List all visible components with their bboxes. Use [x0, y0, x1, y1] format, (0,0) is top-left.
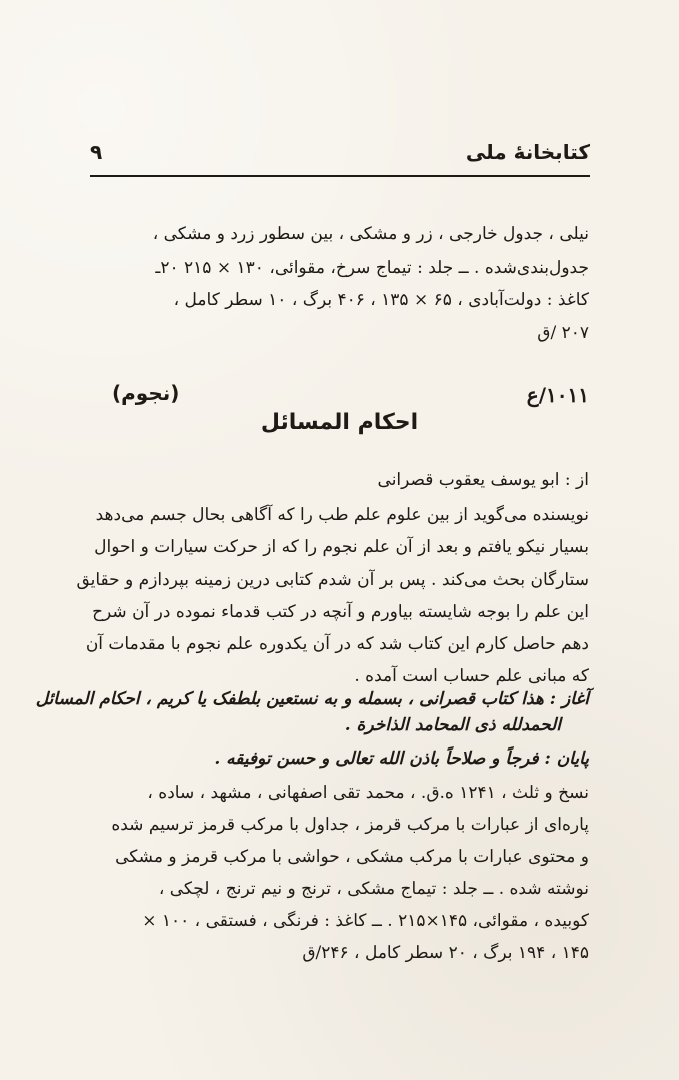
header-divider: [90, 175, 590, 177]
author-line: از : ابو یوسف یعقوب قصرانی: [377, 470, 589, 490]
colophon-line-1: نسخ و ثلث ، ۱۲۴۱ ه.ق. ، محمد تقی اصفهانی ، مشهد ، ساده ،: [147, 783, 589, 803]
description-line-1: نویسنده می‌گوید از بین علوم علم طب را که آگاهی بحال جسم می‌دهد: [95, 505, 589, 525]
entry-title: احکام المسائل: [260, 410, 419, 435]
previous-entry-line-4: ۲۰۷ /ق: [537, 323, 589, 343]
page-number: ۹: [90, 140, 103, 164]
explicit-line: پایان : فرجاً و صلاحاً باذن الله تعالی و حسن توفیقه .: [214, 749, 589, 769]
previous-entry-line-3: کاغذ : دولت‌آبادی ، ۶۵ × ۱۳۵ ، ۴۰۶ برگ ، ۱۰ سطر کامل ،: [173, 290, 589, 310]
page-header: [90, 140, 590, 166]
page-header-title: کتابخانهٔ ملی: [465, 140, 590, 164]
previous-entry-line-2: جدول‌بندی‌شده . ــ جلد : تیماج سرخ، مقوائی، ۱۳۰ × ۲۱۵ ۲۰ـ: [155, 258, 589, 278]
description-line-5: دهم حاصل کارم این کتاب شد که در آن یکدوره علم نجوم با مقدمات آن: [85, 634, 589, 654]
entry-number: ۱۰۱۱/ع: [526, 383, 589, 407]
colophon-line-4: نوشته شده . ــ جلد : تیماج مشکی ، ترنج و نیم ترنج ، لچکی ،: [158, 879, 589, 899]
colophon-line-2: پاره‌ای از عبارات با مرکب قرمز ، جداول با مرکب قرمز ترسیم شده: [111, 815, 589, 835]
description-line-4: این علم را بوجه شایسته بیاورم و آنچه در کتب قدماء نموده در آن شرح: [92, 602, 589, 622]
incipit-line-1: آغاز : هذا کتاب قصرانی ، بسمله و به نستعین بلطفک یا کریم ، احکام المسائل: [35, 689, 589, 709]
colophon-line-6: ۱۴۵ ، ۱۹۴ برگ ، ۲۰ سطر کامل ، ۲۴۶/ق: [302, 943, 589, 963]
description-line-3: ستارگان بحث می‌کند . پس بر آن شدم کتابی درین زمینه بپردازم و حقایق: [76, 570, 589, 590]
description-line-2: بسیار نیکو یافتم و بعد از آن علم نجوم را که از حرکت سیارات و احوال: [94, 537, 589, 557]
entry-category: (نجوم): [112, 381, 180, 405]
description-line-6: که مبانی علم حساب است آمده .: [354, 666, 589, 686]
incipit-line-2: الحمدلله ذی المحامد الذاخرة .: [344, 715, 561, 735]
previous-entry-line-1: نیلی ، جدول خارجی ، زر و مشکی ، بین سطور زرد و مشکی ،: [152, 224, 589, 244]
colophon-line-3: و محتوی عبارات با مرکب مشکی ، حواشی با مرکب قرمز و مشکی: [115, 847, 589, 867]
colophon-line-5: کوبیده ، مقوائی، ۱۴۵×۲۱۵ . ــ کاغذ : فرنگی ، فستقی ، ۱۰۰ ×: [142, 911, 589, 931]
